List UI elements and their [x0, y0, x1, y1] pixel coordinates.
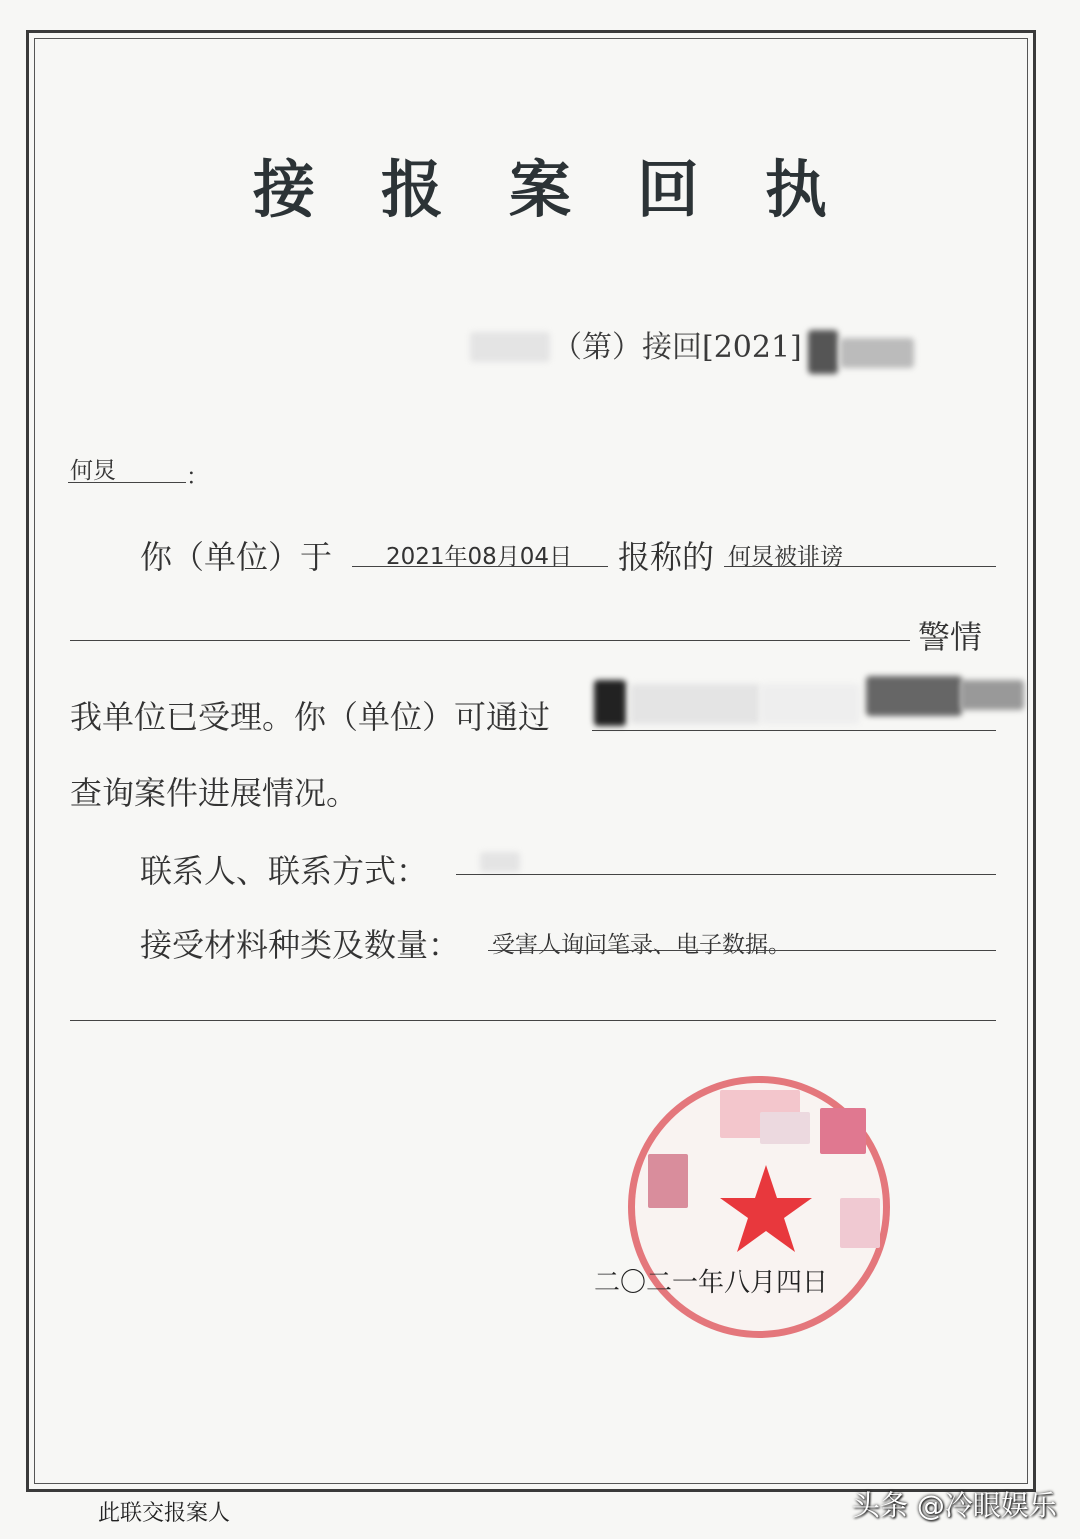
case-description: 何炅被诽谤 — [728, 544, 843, 570]
accepted-text: 我单位已受理。你（单位）可通过 — [70, 698, 551, 736]
document-title: 接报案回执 — [252, 153, 893, 226]
recipient-underline — [68, 482, 186, 483]
seal-pixel-2 — [820, 1108, 866, 1154]
redaction-query-1 — [594, 680, 626, 726]
report-middle: 报称的 — [618, 538, 715, 576]
redaction-query-2 — [630, 684, 760, 724]
recipient-name: 何炅 — [70, 458, 116, 484]
redaction-query-3 — [760, 684, 860, 724]
seal-pixel-5 — [760, 1112, 810, 1144]
redaction-unit-prefix — [470, 332, 550, 362]
redaction-query-4 — [866, 676, 962, 716]
footer-note: 此联交报案人 — [98, 1501, 231, 1526]
redaction-number — [840, 338, 914, 368]
date-underline — [352, 566, 608, 567]
materials-continuation-underline — [70, 1020, 996, 1021]
contact-label: 联系人、联系方式： — [140, 852, 429, 890]
seal-star-icon — [716, 1160, 816, 1260]
issue-date: 二〇二一年八月四日 — [594, 1268, 829, 1298]
recipient-colon: ： — [186, 464, 209, 490]
seal-pixel-4 — [840, 1198, 880, 1248]
redaction-number-dark — [808, 330, 838, 374]
redaction-query-5 — [960, 680, 1024, 710]
report-date: 2021年08月04日 — [386, 544, 573, 570]
report-prefix: 你（单位）于 — [140, 538, 333, 576]
inner-border — [34, 38, 1028, 1484]
case-underline — [724, 566, 996, 567]
watermark: 头条 @冷眼娱乐 — [852, 1489, 1057, 1522]
contact-underline — [456, 874, 996, 875]
seal-pixel-3 — [648, 1154, 688, 1208]
document-number: （第）接回[2021] — [552, 330, 802, 365]
redaction-contact — [480, 852, 520, 872]
materials-value: 受害人询问笔录、电子数据。 — [492, 932, 791, 958]
police-case-suffix: 警情 — [918, 618, 983, 656]
materials-label: 接受材料种类及数量： — [140, 926, 461, 964]
materials-underline — [488, 950, 996, 951]
progress-text: 查询案件进展情况。 — [70, 774, 359, 812]
case-continuation-underline — [70, 640, 910, 641]
query-underline — [592, 730, 996, 731]
